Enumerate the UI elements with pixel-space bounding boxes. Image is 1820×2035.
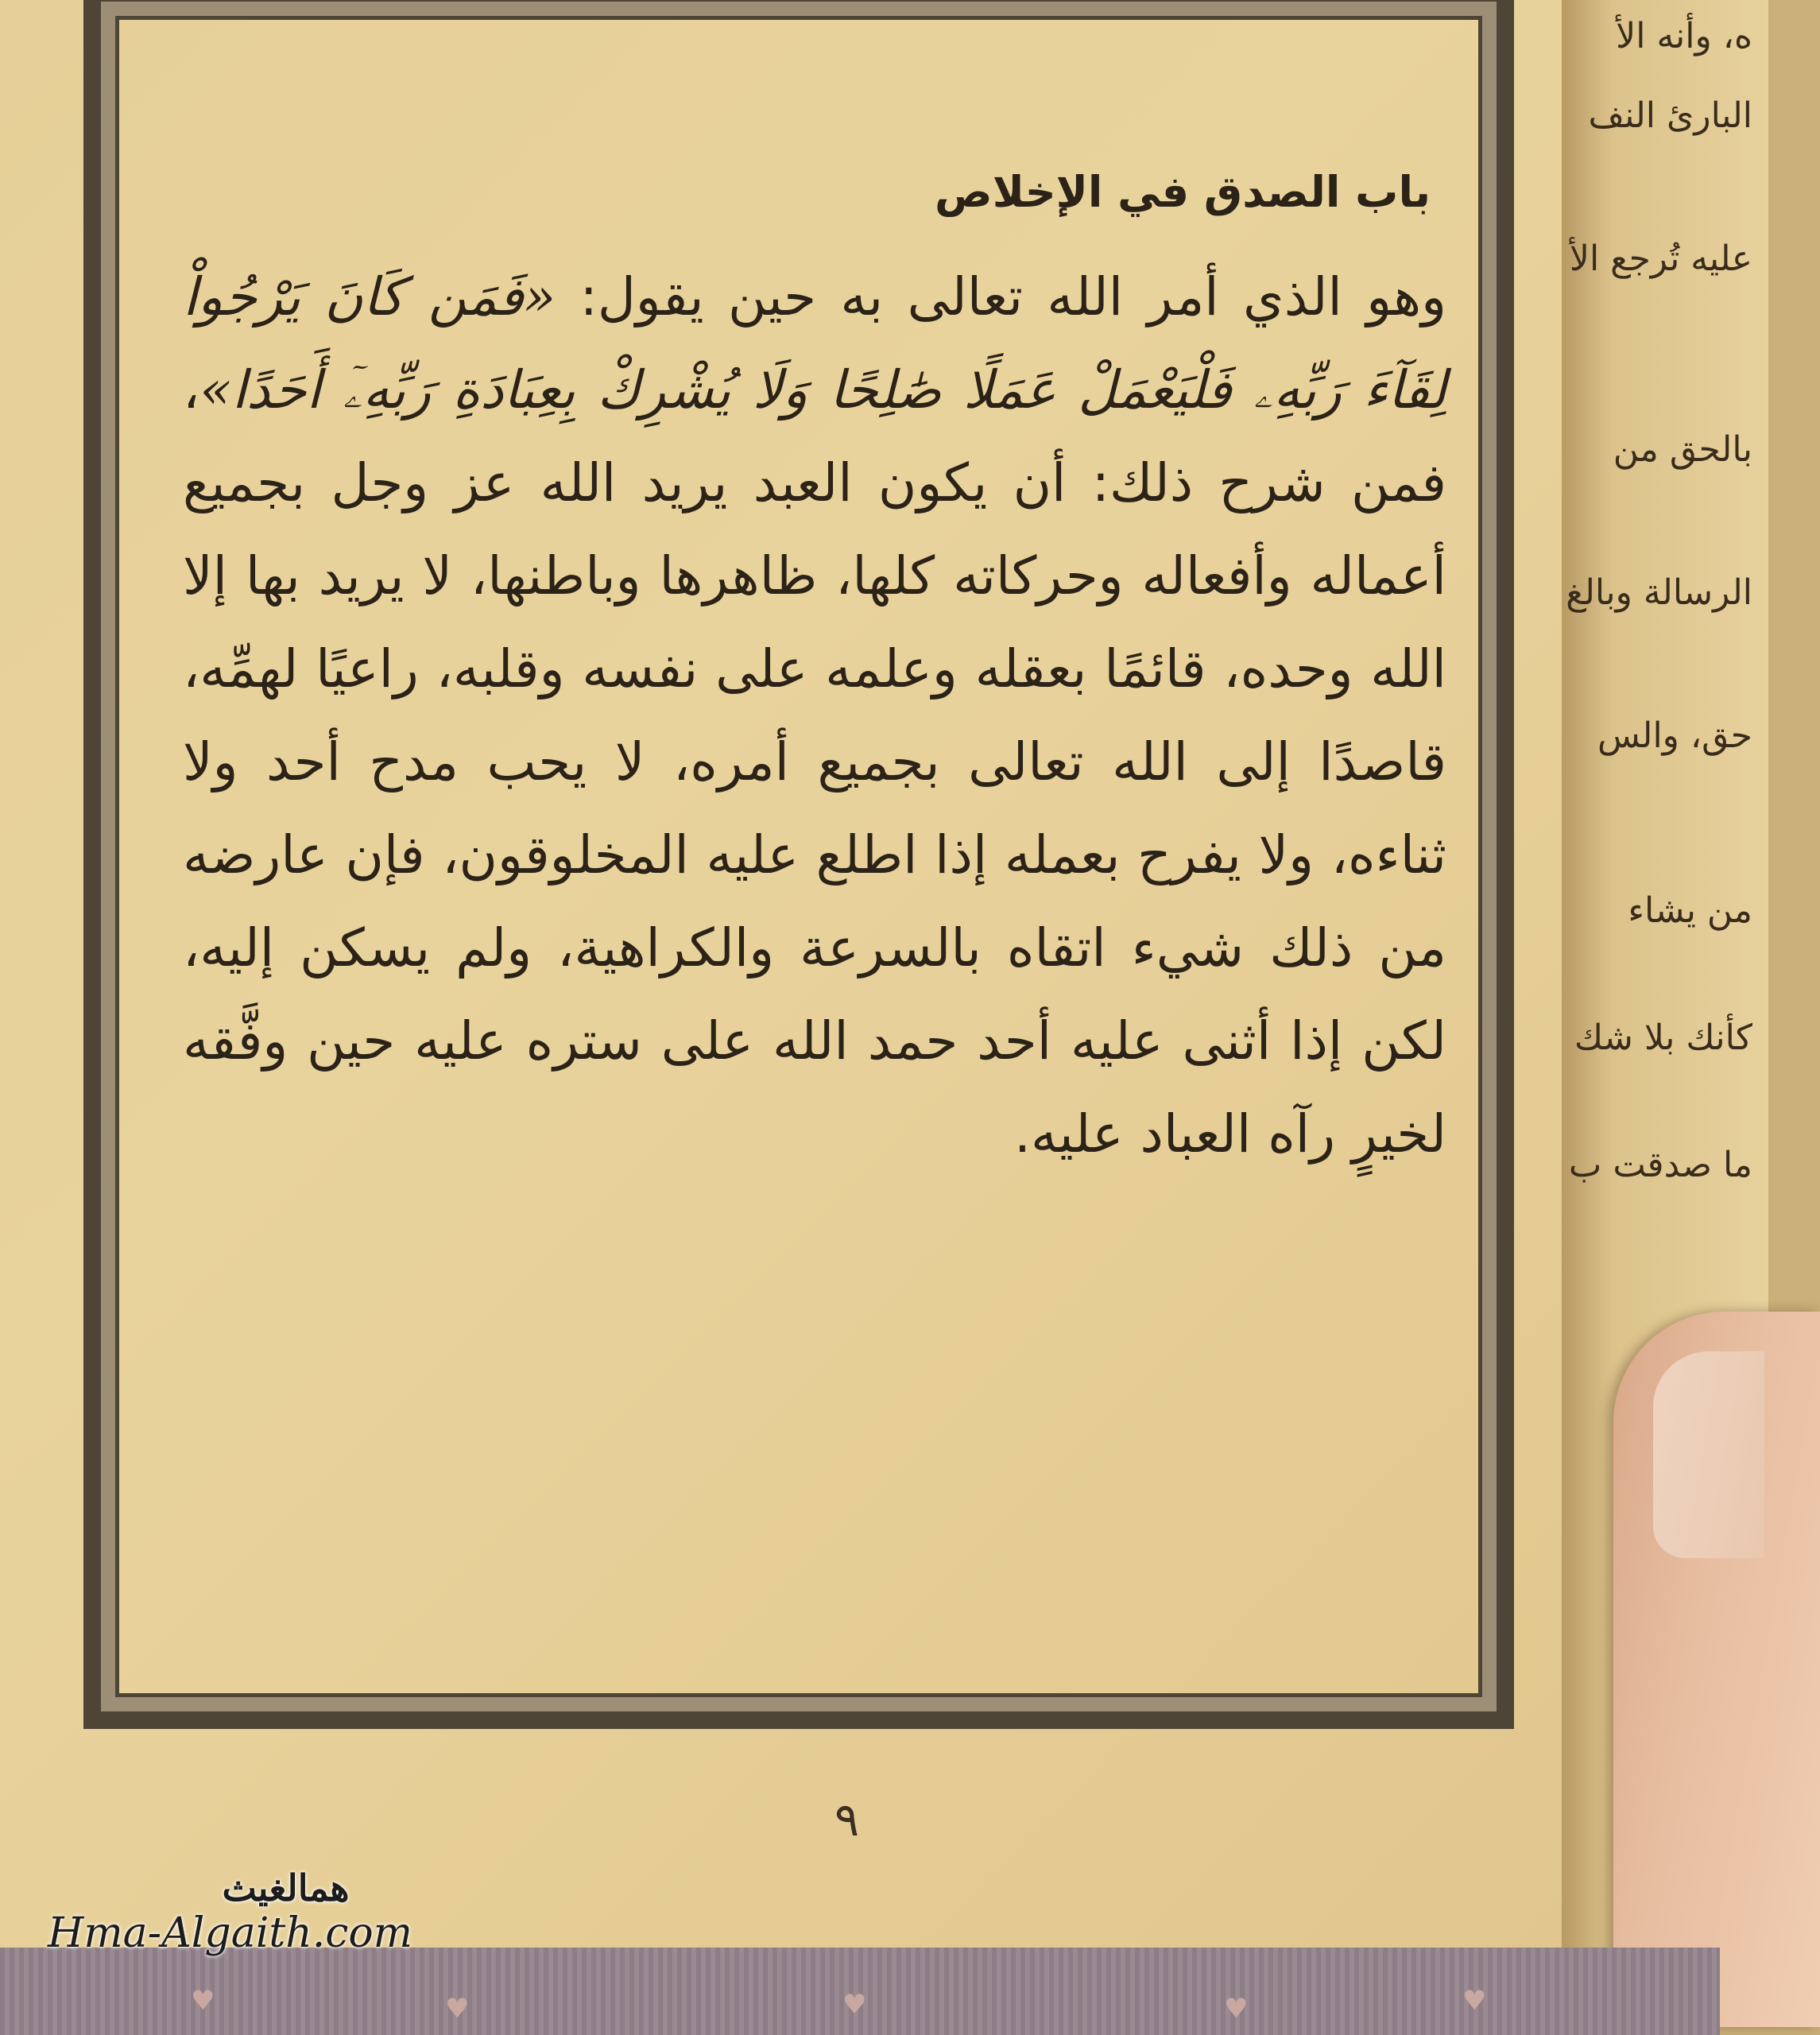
chapter-title: باب الصدق في الإخلاص (935, 167, 1431, 217)
adjacent-line: بالحق من (1613, 429, 1752, 470)
fabric-background (0, 1948, 1720, 2035)
thumb-nail (1653, 1351, 1764, 1558)
adjacent-line: ه، وأنه الأ (1616, 16, 1752, 56)
page-content (183, 167, 1446, 1180)
watermark-arabic: همالغيث (222, 1866, 350, 1909)
body-paragraph (183, 250, 1446, 1180)
page-number: ٩ (834, 1793, 860, 1847)
adjacent-line: من يشاء (1628, 890, 1752, 931)
paragraph-intro: وهو الذي أمر الله تعالى به حين يقول: (556, 266, 1446, 328)
heart-icon: ♥ (445, 1993, 470, 2025)
heart-icon: ♥ (842, 1989, 867, 2021)
paragraph-body: ، فمن شرح ذلك: أن يكون العبد يريد الله عز وجل بجميع أعماله وأفعاله وحركاته كلها، ظاهرها وباطنها، لا يريد بها إلا الله وحده، قائمًا بعقله وعلمه على نفسه وقلبه، راعيًا لهمِّه، قاصدًا إلى الله تعالى بجميع أمره، لا يحب مدح أحد ولا ثناءه، ولا يفرح بعمله إذا اطلع عليه المخلوقون، فإن عارضه من ذلك شيء اتقاه بالسرعة والكراهية، ولم يسكن إليه، لكن إذا أثنى عليه أحد حمد الله على ستره عليه حين وفَّقه لخيرٍ رآه العباد عليه. (183, 359, 1446, 1165)
adjacent-line: حق، والس (1597, 715, 1752, 756)
adjacent-line: كأنك بلا شك (1574, 1018, 1752, 1058)
adjacent-line: ما صدقت ب (1568, 1145, 1752, 1185)
watermark-url: Hma-Algaith.com (48, 1909, 412, 1957)
adjacent-line: الرسالة وبالغ (1566, 572, 1752, 613)
adjacent-line: عليه تُرجع الأ (1569, 238, 1752, 279)
heart-icon: ♥ (191, 1985, 215, 2017)
quran-verse: «فَمَن كَانَ يَرْجُواْ لِقَآءَ رَبِّهِۦ فَلْيَعْمَلْ عَمَلًا صَٰلِحًا وَلَا يُشْرِكْ بِعِبَادَةِ رَبِّهِۦٓ أَحَدًا» (183, 266, 1446, 421)
heart-icon: ♥ (1462, 1985, 1487, 2017)
adjacent-line: البارئ النف (1588, 95, 1752, 136)
watermark (48, 1868, 412, 1958)
heart-icon: ♥ (1224, 1993, 1249, 2025)
